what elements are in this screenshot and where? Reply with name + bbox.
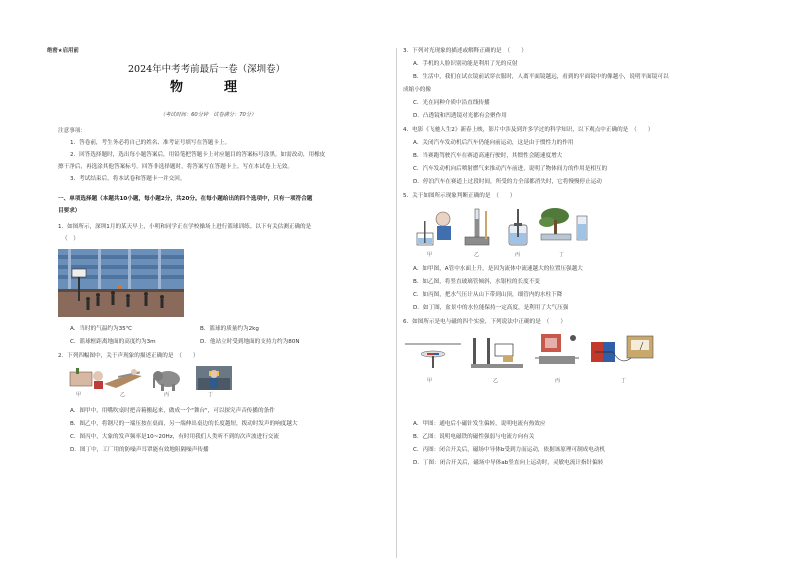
q5-stem: 5．关于如图所示现象判断正确的是 （ ） [403,193,516,199]
q6-label-jia: 甲 [427,378,433,384]
q1-option-b: B．篮球的质量约为2kg [200,326,259,332]
q5-option-d: D．如丁图，盆景中的水位能保持一定高度，是利用了大气压强 [413,305,569,311]
exam-title: 2024年中考考前最后一卷（深圳卷） [128,64,286,75]
q5-label-bing: 丙 [515,252,521,258]
q2-figure-ding-factory [196,366,232,390]
q5-option-c: C．如丙图，把水气压计从山下带到山顶，细管内的水柱下降 [413,292,563,298]
q2-label-bing: 丙 [164,392,170,398]
subject-title: 物 理 [170,80,252,95]
q6-label-bing: 丙 [555,378,561,384]
q6-stem: 6．如图所示是电与磁的四个实验，下列说法中正确的是 （ ） [403,319,566,325]
q6-option-c: C．丙图：闭合开关后，磁场中导体b受到力而运动，依据该原理可制成电动机 [413,447,606,453]
q4-option-b: B．当赛跑驾驶汽车在赛道高速行驶时，其惯性会随速度增大 [413,153,563,159]
q5-label-ding: 丁 [559,252,565,258]
q4-option-a: A．关闭汽车发动机后汽车仍能向前运动，这是由于惯性力的作用 [413,140,574,146]
q5-label-yi: 乙 [474,252,480,258]
q5-option-a: A．如甲图，A管中水面上升，是因为流体中流速越大的位置压强越大 [413,266,583,272]
exam-info: （考试时间：60分钟 试卷满分：70分） [160,112,257,118]
q2-option-c: C．图丙中，大象的发声频率是10~20Hz，有时用我们人类听不到的次声波进行交流 [70,434,279,440]
q3-option-d: D．凸透镜和凹透镜对光都有会聚作用 [413,113,507,119]
q5-figure-jia [415,207,461,247]
q5-figure-bing [503,207,533,247]
note-3: 3．考试结束后，将本试卷和答题卡一并交回。 [70,176,186,182]
q4-stem: 4．电影《飞驰人生2》新春上映，影片中涉及到许多学过的科学知识，以下观点中正确的是 （ ） [403,127,654,133]
q6-label-ding: 丁 [621,378,627,384]
q1-option-c: C．篮球框距离地面的高度约为3m [70,339,156,345]
q1-option-d: D．他站立时受到地面的支持力约为80N [200,339,300,345]
note-2: 2．回答选择题时，选出每小题答案后，用铅笔把答题卡上对应题目的答案标号涂黑。如需改动，用橡皮 [70,152,326,158]
q1-bracket: （ ） [62,236,79,242]
q4-option-d: D．停泊汽车在赛道上过段时间，所受的力全部都消失时，它将慢慢停止运动 [413,179,602,185]
q2-figure-jia [68,366,108,390]
q6-figure-ding [587,330,657,372]
q2-label-ding: 丁 [208,392,214,398]
q1-option-a: A．当时的气温约为35℃ [70,326,132,332]
q5-label-jia: 甲 [427,252,433,258]
q5-option-b: B．如乙图，将竖直玻璃管倾斜，水银柱的长度不变 [413,279,540,285]
q6-option-b: B．乙图：说明电磁铁的磁性强弱与电流方向有关 [413,434,535,440]
section1-line1: 一、单项选择题（本题共10小题，每小题2分，共20分。在每小题给出的四个选项中，只有一项符合题 [58,196,313,202]
section1-line2: 目要求） [58,208,81,214]
q2-label-jia: 甲 [76,392,82,398]
q3-option-b-cont: 成缩小的像 [403,87,431,93]
q3-option-b: B．生活中，我们在试衣镜前试穿衣服时，人离平面镜越远，看到的平面镜中的像越小，说明平面镜可以 [413,74,669,80]
q3-option-c: C．光在同种介质中沿直线传播 [413,100,490,106]
q2-label-yi: 乙 [120,392,126,398]
secret-label: 绝密★启用前 [47,48,79,54]
q2-option-b: B．图乙中，将钢尺的一端压按在桌面，另一端伸出桌边的长度越短，拨动时发声的响度越大 [70,421,298,427]
q5-figure-ding-bonsai [537,204,591,248]
q4-option-c: C．汽车发动机向后喷射燃气来推动汽车前进，说明了物体间力的作用是相互的 [413,166,608,172]
q1-stem: 1．如图所示，深圳1月的某天早上，小明和同学正在学校操场上进行篮球训练。以下有关估测正确的是 [58,224,312,230]
q2-option-a: A．图甲中，用嘴吹桌时把音箱搬起来，做成一个"舞台"，可以探究声音传播的条件 [70,408,275,414]
q6-option-a: A．甲图：通电后小磁针发生偏转，说明电流有热效应 [413,421,546,427]
q6-figure-yi [469,334,525,370]
q2-stem: 2．下列四幅图中，关于声现象的描述正确的是 （ ） [58,353,199,359]
q6-figure-jia [405,334,461,370]
basketball-court-photo [58,249,184,317]
q6-figure-bing [531,330,583,370]
right-column [397,0,794,562]
q3-stem: 3．下列对光现象的描述或解释正确的是 （ ） [403,48,527,54]
note-2-cont: 擦干净后，再选涂其他答案标号。回答非选择题时，将答案写在答题卡上。写在本试卷上无效。 [58,164,293,170]
note-1: 1．答卷前，考生务必将自己的姓名、准考证号填写在答题卡上。 [70,140,231,146]
q6-option-d: D．丁图：闭合开关后，磁场中导体ab竖直向上运动时，灵敏电流计指针偏转 [413,460,604,466]
q6-label-yi: 乙 [493,378,499,384]
q2-option-d: D．图丁中，工厂用的防噪声耳罩能有效地阻隔噪声传播 [70,447,209,453]
q2-figure-bing-elephant [150,368,186,392]
q5-figure-yi [459,207,495,247]
q2-figure-yi [104,366,142,390]
q3-option-a: A．手机的人脸识别功能是利用了光的反射 [413,61,518,67]
notes-heading: 注意事项： [58,128,86,134]
